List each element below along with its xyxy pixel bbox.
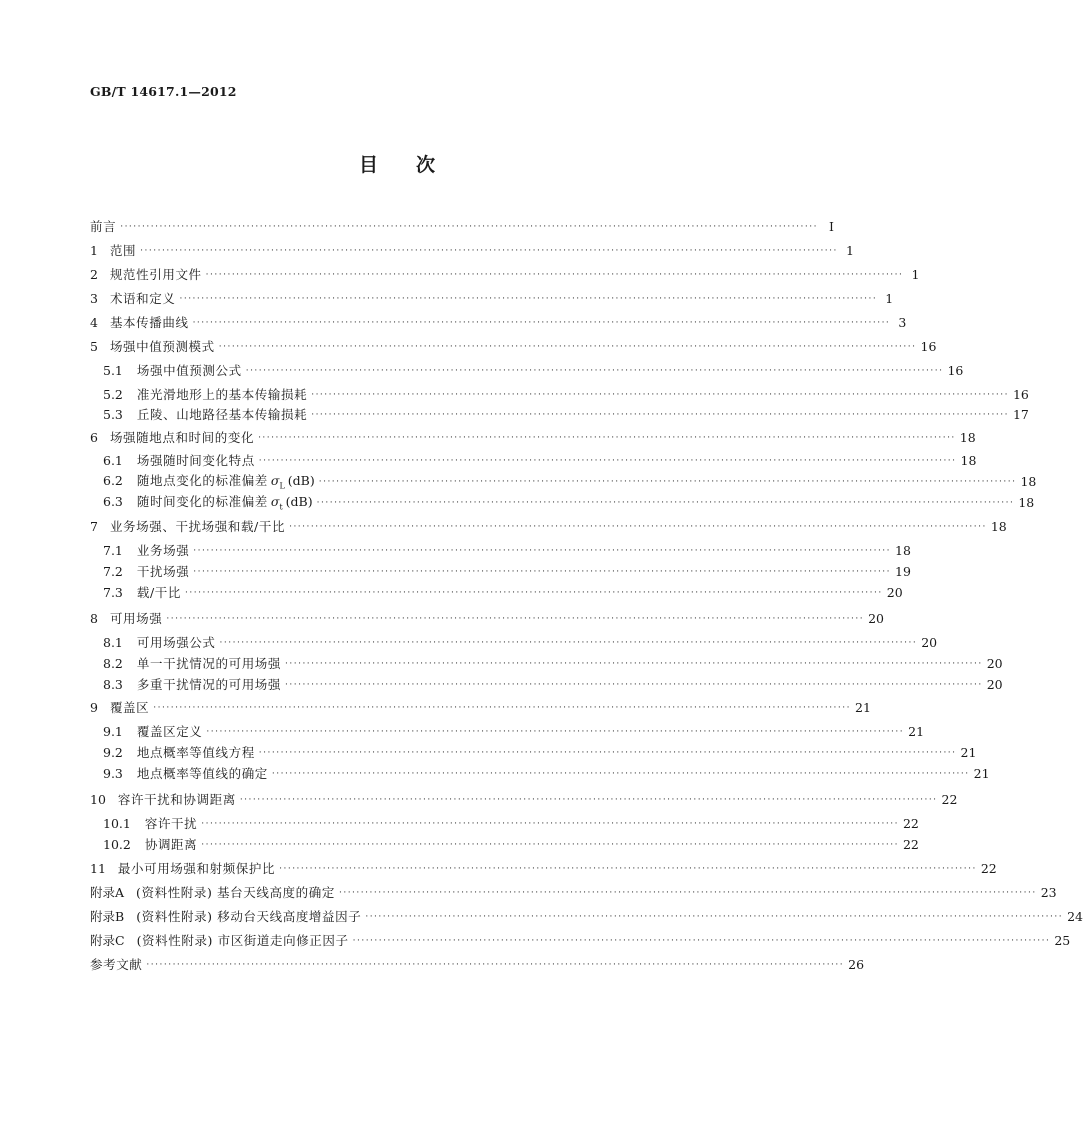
toc-entry-number: 4 xyxy=(90,315,98,330)
toc-entry-title: (资料性附录) 市区街道走向修正因子 xyxy=(136,933,349,948)
toc-entry-page: 20 xyxy=(868,610,884,626)
toc-entry-label xyxy=(90,265,202,283)
toc-entry-title: 丘陵、山地路径基本传输损耗 xyxy=(136,407,308,422)
toc-entry-title: 单一干扰情况的可用场强 xyxy=(136,656,281,671)
toc-entry-title: 随时间变化的标准偏差 xyxy=(136,494,268,510)
toc-entry[interactable] xyxy=(90,858,997,878)
toc-entry-title: 场强中值预测模式 xyxy=(109,339,215,354)
toc-entry-page: 18 xyxy=(960,452,977,468)
toc-entry-label xyxy=(90,790,236,808)
toc-leader-dots: ································································································································································ xyxy=(258,432,956,443)
toc-entry-title: 干扰场强 xyxy=(136,564,190,579)
toc-leader-dots: ································································································································································ xyxy=(193,566,892,577)
toc-entry[interactable] xyxy=(90,608,884,628)
toc-entry-page: 22 xyxy=(902,836,919,852)
toc-entry-symbol-subscript: L xyxy=(279,481,285,491)
toc-entry[interactable] xyxy=(90,312,907,332)
toc-entry[interactable] xyxy=(90,336,937,356)
toc-entry-page: 20 xyxy=(986,676,1003,692)
toc-leader-dots: ································································································································································ xyxy=(146,959,845,970)
toc-entry[interactable] xyxy=(103,404,1029,424)
toc-entry-page: 22 xyxy=(902,815,919,831)
toc-entry-number: 7.3 xyxy=(103,585,123,600)
toc-entry-number: 1 xyxy=(90,243,98,258)
toc-entry-label xyxy=(90,517,285,535)
toc-entry-label xyxy=(103,675,281,693)
toc-entry-number: 5 xyxy=(90,339,98,354)
toc-entry-label xyxy=(90,698,149,716)
toc-entry-page: 21 xyxy=(855,699,871,715)
toc-entry-label xyxy=(90,609,162,627)
toc-entry-label xyxy=(103,562,189,580)
toc-entry-number: 11 xyxy=(90,861,106,876)
toc-entry-page: 22 xyxy=(941,791,958,807)
toc-entry-title: 场强中值预测公式 xyxy=(136,363,242,378)
toc-leader-dots: ································································································································································ xyxy=(120,221,818,232)
toc-entry-number: 9 xyxy=(90,700,98,715)
toc-entry[interactable] xyxy=(103,834,919,854)
toc-entry-page: 18 xyxy=(1020,473,1037,489)
toc-entry-title: 可用场强公式 xyxy=(136,635,216,650)
toc-leader-dots: ································································································································································ xyxy=(166,613,865,624)
toc-entry-number: 8 xyxy=(90,611,98,626)
toc-entry-title: 最小可用场强和射频保护比 xyxy=(117,861,276,876)
toc-entry-title: 基本传播曲线 xyxy=(109,315,189,330)
toc-leader-dots: ································································································································································ xyxy=(245,365,944,376)
toc-entry-page: 17 xyxy=(1012,406,1029,422)
toc-entry[interactable] xyxy=(103,742,977,762)
toc-entry-title: 多重干扰情况的可用场强 xyxy=(136,677,281,692)
toc-entry-number: 9.1 xyxy=(103,724,123,739)
toc-leader-dots: ································································································································································ xyxy=(179,293,878,304)
toc-leader-dots: ································································································································································ xyxy=(258,747,957,758)
toc-entry-number: 附录A xyxy=(90,885,125,900)
toc-entry-page: 18 xyxy=(1018,494,1035,510)
toc-entry-number: 2 xyxy=(90,267,98,282)
toc-entry-label xyxy=(103,405,307,423)
toc-leader-dots: ································································································································································ xyxy=(219,637,918,648)
toc-entry-label xyxy=(90,859,275,877)
toc-entry-title: 参考文献 xyxy=(90,957,143,972)
toc-entry-page: 1 xyxy=(911,266,920,282)
toc-entry[interactable] xyxy=(103,813,919,833)
toc-leader-dots: ································································································································································ xyxy=(193,545,892,556)
toc-leader-dots: ································································································································································ xyxy=(201,818,899,829)
toc-entry-page: 16 xyxy=(947,362,964,378)
toc-entry-label xyxy=(90,428,254,446)
toc-entry[interactable] xyxy=(90,288,894,308)
toc-entry-page: 19 xyxy=(895,563,911,579)
toc-entry-title: 场强随地点和时间的变化 xyxy=(109,430,255,445)
toc-entry-label xyxy=(103,361,242,379)
toc-entry-number: 9.2 xyxy=(103,745,123,760)
toc-entry-number: 6.3 xyxy=(103,494,123,510)
toc-leader-dots: ································································································································································ xyxy=(285,658,983,669)
toc-entry-label xyxy=(90,955,142,973)
toc-entry[interactable] xyxy=(103,561,911,581)
toc-entry-label xyxy=(103,722,202,740)
toc-entry-page: 21 xyxy=(973,765,990,781)
toc-entry[interactable] xyxy=(103,721,925,741)
toc-leader-dots: ································································································································································ xyxy=(153,702,851,713)
toc-entry[interactable] xyxy=(90,697,871,717)
toc-entry-number: 3 xyxy=(90,291,98,306)
toc-leader-dots: ································································································································································ xyxy=(258,455,957,466)
toc-entry[interactable] xyxy=(90,216,834,236)
toc-entry-number: 附录B xyxy=(90,909,125,924)
toc-entry-number: 5.2 xyxy=(103,387,123,402)
toc-entry-title: 容许干扰和协调距离 xyxy=(117,792,236,807)
toc-entry-number: 5.1 xyxy=(103,363,123,378)
toc-entry-number: 6.2 xyxy=(103,473,123,489)
toc-entry-symbol: σ xyxy=(270,473,280,489)
toc-entry-page: 20 xyxy=(986,655,1003,671)
toc-entry-page: 22 xyxy=(980,860,997,876)
toc-entry-page: 20 xyxy=(921,634,938,650)
toc-entry[interactable] xyxy=(90,789,958,809)
toc-entry-page: Ⅰ xyxy=(828,218,834,234)
title-char-right: 次 xyxy=(416,154,436,176)
toc-entry-unit: (dB) xyxy=(285,494,313,510)
toc-leader-dots: ································································································································································ xyxy=(318,476,1017,487)
toc-entry-page: 18 xyxy=(959,429,976,445)
toc-leader-dots: ································································································································································ xyxy=(279,863,977,874)
toc-entry-label xyxy=(90,337,215,355)
toc-leader-dots: ································································································································································ xyxy=(140,245,838,256)
toc-entry[interactable] xyxy=(103,540,911,560)
toc-entry[interactable] xyxy=(103,632,938,652)
toc-entry-page: 24 xyxy=(1067,908,1083,924)
toc-entry[interactable] xyxy=(90,906,1083,926)
toc-entry-page: 23 xyxy=(1040,884,1057,900)
toc-entry-number: 10 xyxy=(90,792,106,807)
toc-leader-dots: ································································································································································ xyxy=(316,497,1015,508)
toc-entry-title: 范围 xyxy=(109,243,137,258)
toc-entry-label xyxy=(90,907,361,925)
toc-entry[interactable] xyxy=(90,930,1071,950)
toc-entry-page: 25 xyxy=(1054,932,1071,948)
toc-entry[interactable] xyxy=(90,264,920,284)
toc-leader-dots: ································································································································································ xyxy=(338,887,1037,898)
toc-entry-label xyxy=(90,289,175,307)
toc-leader-dots: ································································································································································ xyxy=(192,317,891,328)
toc-entry-number: 8.2 xyxy=(103,656,123,671)
toc-entry-title: 覆盖区 xyxy=(109,700,150,715)
toc-entry-title: 规范性引用文件 xyxy=(109,267,202,282)
toc-entry-symbol: σ xyxy=(270,494,280,510)
toc-entry-title: 地点概率等值线方程 xyxy=(136,745,255,760)
toc-entry-number: 10.1 xyxy=(103,816,131,831)
toc-entry-label xyxy=(90,313,189,331)
toc-entry-page: 1 xyxy=(885,290,894,306)
toc-leader-dots: ································································································································································ xyxy=(311,409,1009,420)
toc-entry-label xyxy=(103,814,197,832)
toc-entry-number: 8.3 xyxy=(103,677,123,692)
toc-entry[interactable] xyxy=(103,674,1003,694)
toc-entry[interactable] xyxy=(90,516,1007,536)
toc-entry-page: 21 xyxy=(908,723,925,739)
toc-entry-page: 16 xyxy=(1012,386,1029,402)
toc-leader-dots: ································································································································································ xyxy=(271,768,970,779)
toc-entry-page: 3 xyxy=(898,314,907,330)
toc-entry[interactable] xyxy=(103,582,903,602)
toc-entry-title: 随地点变化的标准偏差 xyxy=(136,473,268,489)
toc-entry-page: 21 xyxy=(960,744,977,760)
toc-entry-label xyxy=(103,764,268,782)
toc-entry-label xyxy=(103,385,307,403)
toc-entry-label xyxy=(103,471,315,491)
toc-leader-dots: ································································································································································ xyxy=(365,911,1064,922)
toc-entry-page: 26 xyxy=(848,956,865,972)
toc-entry-number: 5.3 xyxy=(103,407,123,422)
toc-entry-page: 1 xyxy=(845,242,854,258)
toc-entry[interactable] xyxy=(103,492,1035,512)
toc-entry-label xyxy=(103,654,281,672)
toc-entry-label xyxy=(103,743,255,761)
toc-leader-dots: ································································································································································ xyxy=(285,679,983,690)
toc-leader-dots: ································································································································································ xyxy=(289,521,987,532)
page-title xyxy=(0,150,794,177)
toc-entry[interactable] xyxy=(103,763,990,783)
toc-entry-label xyxy=(103,492,313,512)
toc-entry-number: 10.2 xyxy=(103,837,131,852)
toc-entry-label xyxy=(103,633,216,651)
toc-entry-label xyxy=(103,541,189,559)
toc-entry-title: 场强随时间变化特点 xyxy=(136,453,255,468)
toc-entry-label xyxy=(103,835,197,853)
toc-entry[interactable] xyxy=(103,653,1003,673)
toc-entry-number: 8.1 xyxy=(103,635,123,650)
toc-entry-label xyxy=(90,241,136,259)
toc-leader-dots: ································································································································································ xyxy=(206,726,905,737)
title-char-left: 目 xyxy=(358,154,378,176)
toc-entry-page: 20 xyxy=(886,584,903,600)
toc-entry-number: 9.3 xyxy=(103,766,123,781)
toc-entry-title: 覆盖区定义 xyxy=(136,724,203,739)
toc-entry-number: 6 xyxy=(90,430,98,445)
toc-entry-label xyxy=(90,217,116,235)
toc-entry[interactable] xyxy=(90,240,854,260)
toc-entry-label xyxy=(90,883,335,901)
toc-entry[interactable] xyxy=(90,954,865,974)
toc-entry-number: 附录C xyxy=(90,933,125,948)
toc-leader-dots: ································································································································································ xyxy=(239,794,938,805)
toc-entry-label xyxy=(90,931,349,949)
toc-entry-title: 地点概率等值线的确定 xyxy=(136,766,268,781)
toc-entry-label xyxy=(103,583,181,601)
toc-entry-title: 容许干扰 xyxy=(144,816,198,831)
toc-entry-title: 前言 xyxy=(90,219,117,234)
toc-entry-title: 业务场强 xyxy=(136,543,190,558)
toc-entry-number: 7.1 xyxy=(103,543,123,558)
toc-leader-dots: ································································································································································ xyxy=(185,587,883,598)
toc-entry[interactable] xyxy=(103,360,964,380)
toc-entry-page: 16 xyxy=(920,338,937,354)
toc-leader-dots: ································································································································································ xyxy=(218,341,917,352)
toc-entry-symbol-subscript: t xyxy=(279,502,283,512)
toc-entry-title: (资料性附录) 移动台天线高度增益因子 xyxy=(136,909,362,924)
toc-entry[interactable] xyxy=(103,450,977,470)
toc-entry-page: 18 xyxy=(990,518,1007,534)
toc-entry-title: 协调距离 xyxy=(144,837,198,852)
toc-leader-dots: ································································································································································ xyxy=(352,935,1051,946)
toc-entry[interactable] xyxy=(90,882,1057,902)
toc-entry-title: (资料性附录) 基台天线高度的确定 xyxy=(136,885,335,900)
toc-entry-number: 7.2 xyxy=(103,564,123,579)
toc-entry-title: 业务场强、干扰场强和载/干比 xyxy=(109,519,286,534)
toc-entry-page: 18 xyxy=(895,542,911,558)
toc-entry[interactable] xyxy=(103,384,1029,404)
document-code: GB/T 14617.1—2012 xyxy=(90,84,237,99)
toc-leader-dots: ································································································································································ xyxy=(205,269,904,280)
toc-entry-number: 6.1 xyxy=(103,453,123,468)
toc-entry[interactable] xyxy=(103,471,1037,491)
toc-entry-label xyxy=(103,451,255,469)
toc-entry-unit: (dB) xyxy=(287,473,315,489)
toc-entry-title: 载/干比 xyxy=(136,585,182,600)
toc-entry-number: 7 xyxy=(90,519,98,534)
toc-entry-title: 准光滑地形上的基本传输损耗 xyxy=(136,387,308,402)
toc-entry[interactable] xyxy=(90,427,976,447)
toc-leader-dots: ································································································································································ xyxy=(201,839,899,850)
toc-leader-dots: ································································································································································ xyxy=(311,389,1009,400)
toc-entry-title: 可用场强 xyxy=(109,611,163,626)
toc-entry-title: 术语和定义 xyxy=(109,291,176,306)
